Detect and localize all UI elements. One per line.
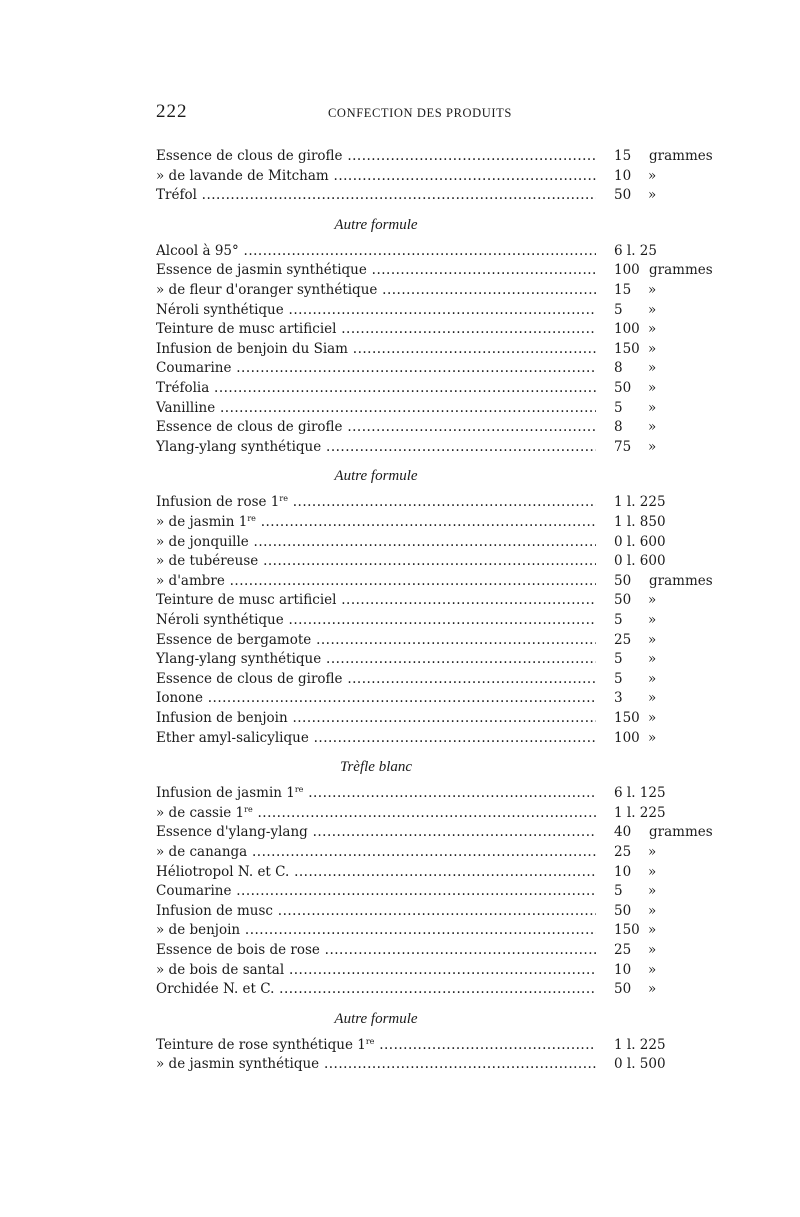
- section-heading: Autre formule: [334, 1010, 418, 1027]
- ingredient-name: Essence de clous de girofle .....: [156, 146, 596, 166]
- ingredient-unit: »: [648, 592, 657, 609]
- recipe-row: [156, 590, 756, 610]
- ingredient-quantity: 40: [614, 824, 632, 841]
- ingredient-name: Essence de clous de girofle .....: [156, 417, 596, 437]
- ingredient-name: Coumarine .....: [156, 358, 596, 378]
- ingredient-name: Ylang-ylang synthétique .....: [156, 649, 596, 669]
- ingredient-quantity: 100: [614, 321, 640, 338]
- ingredient-name: Alcool à 95° .....: [156, 241, 596, 261]
- ingredient-name: Teinture de rose synthétique 1re .....: [156, 1035, 596, 1055]
- ingredient-unit: grammes: [649, 262, 713, 279]
- ingredient-unit: »: [648, 167, 657, 184]
- recipe-row: [156, 1054, 756, 1074]
- ingredient-unit: »: [648, 612, 657, 628]
- ingredient-name: » de jonquille .....: [156, 532, 596, 552]
- ingredient-name: Essence de clous de girofle .....: [156, 669, 596, 689]
- recipe-row: [156, 146, 756, 166]
- ingredient-quantity: 150: [614, 922, 640, 939]
- ingredient-quantity: 1 l. 850: [614, 514, 666, 530]
- ingredient-name: » de jasmin synthétique .....: [156, 1054, 596, 1074]
- ingredient-name: Essence d'ylang-ylang .....: [156, 822, 596, 842]
- ingredient-name: Essence de bois de rose .....: [156, 940, 596, 960]
- recipe-row: [156, 822, 756, 842]
- ingredient-unit: »: [648, 729, 657, 746]
- recipe-row: [156, 881, 756, 901]
- ingredient-unit: »: [648, 419, 657, 436]
- ingredient-quantity: 5: [614, 399, 623, 416]
- ingredient-unit: »: [648, 651, 657, 668]
- ingredient-name: Infusion de benjoin .....: [156, 708, 596, 728]
- ingredient-unit: »: [648, 321, 657, 338]
- ingredient-quantity: 25: [614, 631, 632, 648]
- recipe-row: [156, 241, 756, 261]
- ingredient-name: Orchidée N. et C. .....: [156, 979, 596, 999]
- ingredient-quantity: 150: [614, 710, 640, 726]
- ingredient-quantity: 50: [614, 572, 632, 589]
- ingredient-unit: »: [648, 438, 657, 455]
- recipe-row: [156, 708, 756, 728]
- ingredient-name: Néroli synthétique .....: [156, 610, 596, 630]
- recipe-row: [156, 940, 756, 960]
- ingredient-quantity: 15: [614, 282, 632, 298]
- ingredient-name: » de cassie 1re .....: [156, 803, 596, 823]
- ingredient-unit: »: [648, 942, 657, 958]
- ingredient-quantity: 50: [614, 981, 632, 998]
- recipe-row: [156, 280, 756, 300]
- section-heading: Autre formule: [334, 468, 418, 485]
- ingredient-unit: »: [648, 631, 657, 648]
- ingredient-unit: »: [648, 301, 657, 318]
- ingredient-quantity: 75: [614, 438, 632, 455]
- ingredient-quantity: 50: [614, 902, 632, 919]
- recipe-row: [156, 669, 756, 689]
- recipe-row: [156, 630, 756, 650]
- recipe-row: [156, 260, 756, 280]
- ingredient-name: » de fleur d'oranger synthétique .....: [156, 280, 596, 300]
- ingredient-name: » de benjoin .....: [156, 920, 596, 940]
- ingredient-unit: »: [648, 187, 657, 204]
- ingredient-name: Ylang-ylang synthétique .....: [156, 437, 596, 457]
- recipe-row: [156, 960, 756, 980]
- recipe-row: [156, 437, 756, 457]
- ingredient-name: Ether amyl-salicylique .....: [156, 728, 596, 748]
- ingredient-name: » de bois de santal .....: [156, 960, 596, 980]
- ingredient-name: Infusion de benjoin du Siam .....: [156, 339, 596, 359]
- recipe-row: [156, 319, 756, 339]
- ingredient-unit: »: [648, 710, 657, 726]
- ingredient-quantity: 5: [614, 301, 623, 318]
- ingredient-name: » d'ambre .....: [156, 571, 596, 591]
- ingredient-unit: »: [648, 922, 657, 939]
- recipe-row: [156, 901, 756, 921]
- recipe-row: [156, 1035, 756, 1055]
- ingredient-unit: »: [648, 690, 657, 707]
- recipe-row: [156, 783, 756, 803]
- recipe-row: [156, 979, 756, 999]
- ingredient-name: Néroli synthétique .....: [156, 300, 596, 320]
- ingredient-quantity: 3: [614, 690, 623, 707]
- recipe-row: [156, 398, 756, 418]
- ingredient-name: Coumarine .....: [156, 881, 596, 901]
- ingredient-name: Essence de jasmin synthétique .....: [156, 260, 596, 280]
- ingredient-name: Héliotropol N. et C. .....: [156, 862, 596, 882]
- ingredient-quantity: 8: [614, 360, 623, 377]
- recipe-row: [156, 512, 756, 532]
- ingredient-unit: »: [648, 902, 657, 919]
- ingredient-name: Essence de bergamote .....: [156, 630, 596, 650]
- recipe-row: [156, 166, 756, 186]
- ingredient-quantity: 50: [614, 380, 632, 396]
- running-title: CONFECTION DES PRODUITS: [328, 106, 512, 120]
- ingredient-quantity: 5: [614, 670, 623, 687]
- ingredient-name: » de cananga .....: [156, 842, 596, 862]
- ingredient-quantity: 150: [614, 340, 640, 357]
- ingredient-quantity: 0 l. 600: [614, 553, 666, 570]
- ingredient-unit: grammes: [649, 824, 713, 841]
- ingredient-name: » de jasmin 1re .....: [156, 512, 596, 532]
- recipe-row: [156, 649, 756, 669]
- recipe-row: [156, 378, 756, 398]
- recipe-row: [156, 551, 756, 571]
- ingredient-unit: »: [648, 844, 657, 860]
- recipe-row: [156, 610, 756, 630]
- ingredient-quantity: 6 l. 25: [614, 242, 657, 259]
- ingredient-name: Infusion de musc .....: [156, 901, 596, 921]
- section-heading: Autre formule: [334, 216, 418, 233]
- recipe-row: [156, 728, 756, 748]
- recipe-row: [156, 803, 756, 823]
- page-header: [156, 101, 596, 125]
- section-heading: Trèfle blanc: [339, 759, 413, 776]
- recipe-row: [156, 920, 756, 940]
- recipe-row: [156, 688, 756, 708]
- ingredient-quantity: 1 l. 225: [614, 494, 666, 511]
- recipe-row: [156, 532, 756, 552]
- ingredient-name: Tréfol .....: [156, 185, 596, 205]
- ingredient-unit: »: [648, 961, 657, 978]
- ingredient-unit: grammes: [649, 148, 713, 164]
- ingredient-quantity: 50: [614, 592, 632, 609]
- ingredient-unit: »: [648, 380, 657, 396]
- ingredient-name: » de tubéreuse .....: [156, 551, 596, 571]
- ingredient-name: Teinture de musc artificiel .....: [156, 319, 596, 339]
- recipe-row: [156, 862, 756, 882]
- ingredient-quantity: 6 l. 125: [614, 785, 666, 802]
- ingredient-name: Ionone .....: [156, 688, 596, 708]
- ingredient-unit: »: [648, 670, 657, 687]
- ingredient-quantity: 5: [614, 651, 623, 668]
- ingredient-unit: »: [648, 863, 657, 880]
- ingredient-unit: »: [648, 883, 657, 900]
- recipe-row: [156, 571, 756, 591]
- ingredient-quantity: 15: [614, 148, 632, 164]
- ingredient-name: Tréfolia .....: [156, 378, 596, 398]
- recipe-row: [156, 358, 756, 378]
- recipe-row: [156, 300, 756, 320]
- ingredient-quantity: 0 l. 600: [614, 533, 666, 550]
- ingredient-name: Vanilline .....: [156, 398, 596, 418]
- ingredient-name: » de lavande de Mitcham .....: [156, 166, 596, 186]
- ingredient-name: Infusion de jasmin 1re .....: [156, 783, 596, 803]
- ingredient-quantity: 8: [614, 419, 623, 436]
- page-number: 222: [156, 101, 188, 122]
- ingredient-quantity: 10: [614, 167, 632, 184]
- ingredient-quantity: 25: [614, 942, 632, 958]
- ingredient-quantity: 0 l. 500: [614, 1056, 666, 1073]
- ingredient-unit: »: [648, 340, 657, 357]
- recipe-row: [156, 842, 756, 862]
- ingredient-unit: grammes: [649, 572, 713, 589]
- ingredient-quantity: 25: [614, 844, 632, 860]
- ingredient-quantity: 100: [614, 729, 640, 746]
- ingredient-quantity: 1 l. 225: [614, 1036, 666, 1053]
- ingredient-quantity: 50: [614, 187, 632, 204]
- ingredient-name: Teinture de musc artificiel .....: [156, 590, 596, 610]
- recipe-row: [156, 339, 756, 359]
- ingredient-unit: »: [648, 282, 657, 298]
- ingredient-quantity: 1 l. 225: [614, 804, 666, 821]
- ingredient-unit: »: [648, 981, 657, 998]
- recipe-row: [156, 417, 756, 437]
- ingredient-quantity: 100: [614, 262, 640, 279]
- ingredient-unit: »: [648, 360, 657, 377]
- ingredient-quantity: 10: [614, 961, 632, 978]
- ingredient-quantity: 10: [614, 863, 632, 880]
- recipe-row: [156, 492, 756, 512]
- ingredient-unit: »: [648, 399, 657, 416]
- ingredient-name: Infusion de rose 1re .....: [156, 492, 596, 512]
- ingredient-quantity: 5: [614, 883, 623, 900]
- ingredient-quantity: 5: [614, 612, 623, 628]
- recipe-row: [156, 185, 756, 205]
